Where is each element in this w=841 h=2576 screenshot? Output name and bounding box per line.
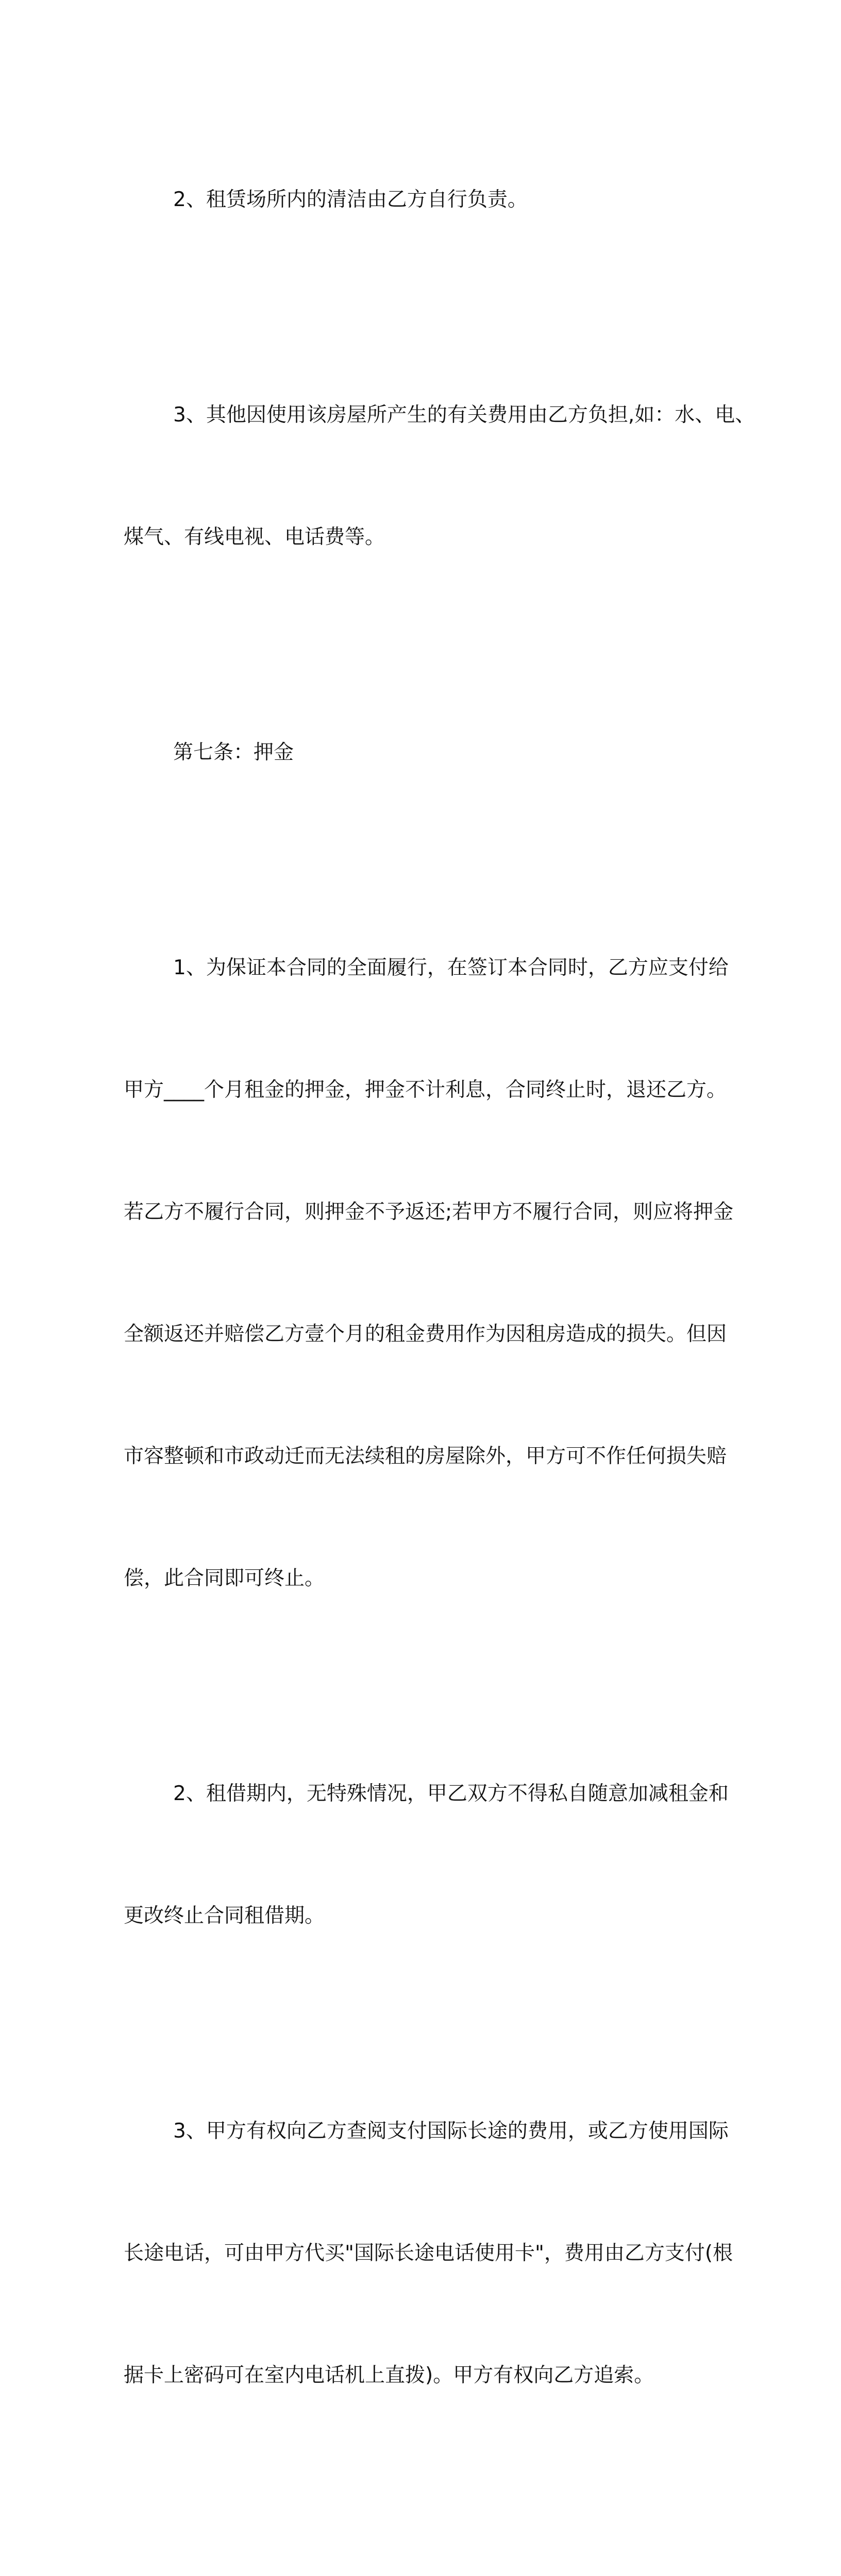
paragraph-other-fees	[124, 313, 755, 639]
text-line: 3、甲方有权向乙方查阅支付国际长途的费用，或乙方使用国际	[173, 2120, 729, 2143]
paragraph-gap	[124, 854, 721, 866]
text-line: 第七条：押金	[173, 741, 294, 764]
paragraph-international-calls	[124, 2029, 733, 2477]
text-line	[124, 2570, 721, 2576]
article-7-heading	[124, 651, 721, 854]
text-line: 3、其他因使用该房屋所产生的有关费用由乙方负担,如：水、电、	[173, 403, 755, 427]
paragraph-gap	[124, 639, 721, 651]
text-line: 更改终止合同租借期。	[124, 1904, 325, 1927]
paragraph-gap	[124, 2018, 721, 2029]
text-line: 煤气、有线电视、电话费等。	[124, 526, 385, 549]
text-line: 市容整顿和市政动迁而无法续租的房屋除外，甲方可不作任何损失赔	[124, 1445, 727, 1468]
paragraph-deposit	[124, 866, 734, 1680]
document-body	[124, 98, 755, 2576]
paragraph-gap	[124, 301, 721, 313]
text-line: 全额返还并赔偿乙方壹个月的租金费用作为因租房造成的损失。但因	[124, 1323, 727, 1346]
article-8-heading	[124, 2489, 721, 2576]
text-line: 长途电话，可由甲方代买"国际长途电话使用卡"，费用由乙方支付(根	[124, 2242, 733, 2265]
paragraph-gap	[124, 2477, 721, 2489]
text-line: 偿，此合同即可终止。	[124, 1567, 325, 1590]
text-line: 2、租赁场所内的清洁由乙方自行负责。	[173, 188, 528, 211]
paragraph-cleaning	[124, 98, 721, 301]
text-line: 据卡上密码可在室内电话机上直拨)。甲方有权向乙方追索。	[124, 2364, 654, 2387]
text-line: 若乙方不履行合同，则押金不予返还;若甲方不履行合同，则应将押金	[124, 1200, 734, 1224]
text-line: 2、租借期内，无特殊情况，甲乙双方不得私自随意加减租金和	[173, 1782, 729, 1805]
paragraph-gap	[124, 1680, 721, 1692]
text-line: 1、为保证本合同的全面履行，在签订本合同时，乙方应支付给	[173, 956, 729, 979]
paragraph-rent-change	[124, 1692, 729, 2018]
text-line: 甲方____个月租金的押金，押金不计利息，合同终止时，退还乙方。	[124, 1078, 727, 1101]
